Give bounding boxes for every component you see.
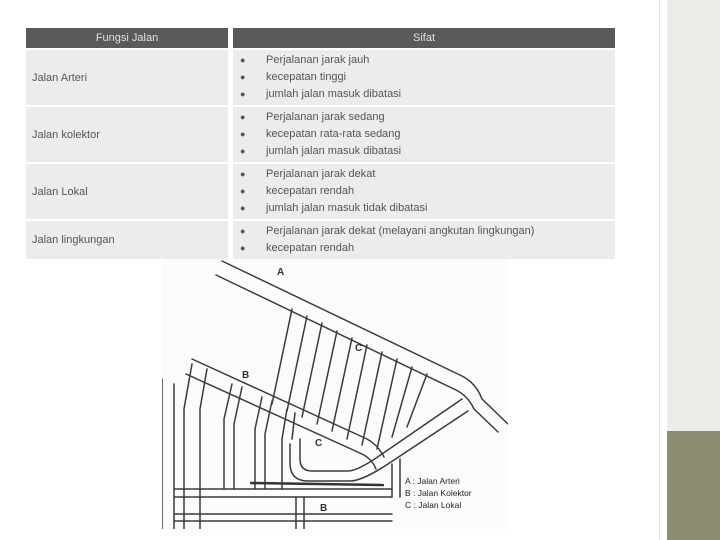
list-item: ● jumlah jalan masuk tidak dibatasi <box>233 200 615 217</box>
fungsi-cell: Jalan lingkungan <box>26 221 228 259</box>
fungsi-cell: Jalan kolektor <box>26 107 228 162</box>
sifat-cell <box>233 107 615 162</box>
side-decoration <box>667 0 720 540</box>
bullet-icon: ● <box>240 129 246 139</box>
list-item: ● jumlah jalan masuk dibatasi <box>233 86 615 103</box>
bullet-icon: ● <box>240 186 246 196</box>
list-item: ● Perjalanan jarak sedang <box>233 109 615 126</box>
bullet-icon: ● <box>240 203 246 213</box>
bullet-icon: ● <box>240 112 246 122</box>
list-item: ● Perjalanan jarak dekat (melayani angkutan lingkungan) <box>233 223 615 240</box>
bullet-icon: ● <box>240 226 246 236</box>
list-item: ● kecepatan rendah <box>233 183 615 200</box>
label-b-top: B <box>242 370 250 381</box>
label-a: A <box>277 267 285 278</box>
label-c-top: C <box>355 343 363 354</box>
bullet-icon: ● <box>240 55 246 65</box>
legend-arteri: A : Jalan Arteri <box>405 476 460 486</box>
sifat-cell <box>233 164 615 219</box>
road-function-table <box>26 26 615 261</box>
accent-block <box>667 431 720 540</box>
bullet-icon: ● <box>240 72 246 82</box>
bullet-icon: ● <box>240 146 246 156</box>
fungsi-cell: Jalan Arteri <box>26 50 228 105</box>
table-header-row <box>26 28 615 48</box>
header-sifat: Sifat <box>233 28 615 48</box>
list-item: ● jumlah jalan masuk dibatasi <box>233 143 615 160</box>
list-item: ● Perjalanan jarak dekat <box>233 166 615 183</box>
sifat-cell <box>233 221 615 259</box>
table-row <box>26 221 615 259</box>
bullet-icon: ● <box>240 243 246 253</box>
table-row <box>26 164 615 219</box>
fungsi-cell: Jalan Lokal <box>26 164 228 219</box>
legend-lokal: C : Jalan Lokal <box>405 500 462 510</box>
legend-kolektor: B : Jalan Kolektor <box>405 488 472 498</box>
label-c-mid: C <box>315 438 323 449</box>
bullet-icon: ● <box>240 89 246 99</box>
list-item: ● kecepatan rendah <box>233 240 615 257</box>
table-row <box>26 107 615 162</box>
label-b-bottom: B <box>320 503 328 514</box>
table-row <box>26 50 615 105</box>
bullet-icon: ● <box>240 169 246 179</box>
divider-line <box>659 0 660 540</box>
sifat-cell <box>233 50 615 105</box>
road-network-map <box>162 259 508 529</box>
list-item: ● Perjalanan jarak jauh <box>233 52 615 69</box>
list-item: ● kecepatan tinggi <box>233 69 615 86</box>
header-fungsi-jalan: Fungsi Jalan <box>26 28 228 48</box>
road-network-drawing <box>162 259 508 529</box>
list-item: ● kecepatan rata-rata sedang <box>233 126 615 143</box>
